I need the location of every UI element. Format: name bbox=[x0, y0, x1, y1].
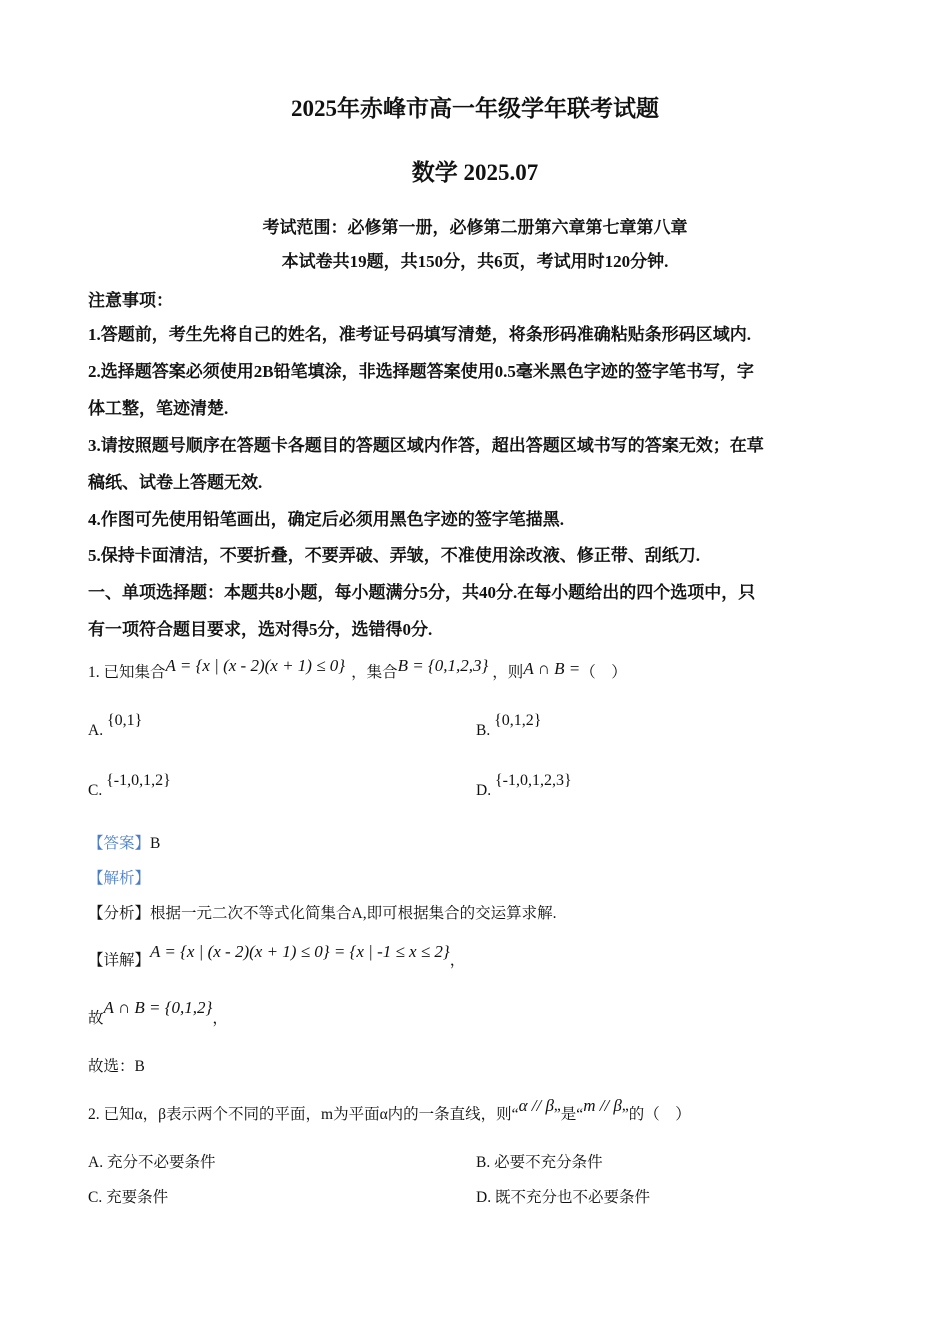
detail-expr: A = {x | (x - 2)(x + 1) ≤ 0} = {x | -1 ≤ x ≤ 2} bbox=[150, 942, 450, 961]
option-value: 必要不充分条件 bbox=[494, 1154, 603, 1171]
gu-expr: A ∩ B = {0,1,2} bbox=[103, 998, 213, 1017]
q1-then: ，则 bbox=[492, 664, 524, 681]
q2-cond2: m // β bbox=[583, 1096, 622, 1115]
note-5: 5.保持卡面清洁，不要折叠，不要弄破、弄皱，不准使用涂改液、修正带、刮纸刀. bbox=[88, 546, 700, 565]
detail-tag: 【详解】 bbox=[88, 952, 151, 969]
exam-info: 本试卷共19题，共150分，共6页，考试用时120分钟. bbox=[281, 252, 669, 271]
option-value: 充分不必要条件 bbox=[106, 1154, 216, 1171]
q1-detail bbox=[88, 940, 466, 969]
answer-tag: 【答案】 bbox=[88, 835, 151, 852]
question-1-stem bbox=[88, 656, 627, 682]
q1-paren: （ ） bbox=[580, 664, 627, 681]
answer-value: B bbox=[150, 835, 161, 852]
q1-set-a: A = {x | (x - 2)(x + 1) ≤ 0} bbox=[165, 656, 346, 675]
q2-cond1: α // β bbox=[518, 1096, 554, 1115]
note-2-line2: 体工整，笔迹清楚. bbox=[88, 399, 229, 418]
option-label: C. bbox=[88, 1189, 103, 1206]
q2-option-a[interactable] bbox=[88, 1150, 215, 1172]
option-value: 既不充分也不必要条件 bbox=[494, 1189, 650, 1206]
q1-option-c[interactable] bbox=[88, 772, 171, 799]
q1-conclusion bbox=[88, 996, 228, 1027]
option-value: {0,1,2} bbox=[494, 712, 542, 729]
note-2-line1: 2.选择题答案必须使用2B铅笔填涂，非选择题答案使用0.5毫米黑色字迹的签字笔书写，字 bbox=[88, 362, 754, 381]
q2-text3: ”的（ ） bbox=[621, 1106, 691, 1123]
q1-option-a[interactable] bbox=[88, 712, 143, 739]
exam-subtitle: 数学 2025.07 bbox=[411, 160, 539, 185]
option-value: {0,1} bbox=[106, 712, 143, 729]
q2-option-b[interactable] bbox=[476, 1150, 603, 1172]
notes-heading: 注意事项： bbox=[88, 291, 173, 310]
q1-option-d[interactable] bbox=[476, 772, 572, 799]
exam-scope: 考试范围：必修第一册，必修第二册第六章第七章第八章 bbox=[262, 218, 688, 237]
q2-text2: ”是“ bbox=[553, 1106, 584, 1123]
q1-option-b[interactable] bbox=[476, 712, 542, 739]
q2-text1: 2. 已知α，β表示两个不同的平面，m为平面α内的一条直线，则“ bbox=[88, 1106, 519, 1123]
q1-set-b: B = {0,1,2,3} bbox=[397, 656, 489, 675]
section1-line1: 一、单项选择题：本题共8小题，每小题满分5分，共40分.在每小题给出的四个选项中，只 bbox=[88, 583, 756, 602]
gu-end: ， bbox=[212, 1010, 228, 1027]
q1-choose: 故选：B bbox=[88, 1058, 145, 1075]
q1-fenxi: 【分析】根据一元二次不等式化简集合A,即可根据集合的交运算求解. bbox=[88, 905, 557, 922]
q1-expr: A ∩ B = bbox=[523, 659, 581, 678]
option-label: B. bbox=[476, 1154, 491, 1171]
note-3-line2: 稿纸、试卷上答题无效. bbox=[88, 473, 263, 492]
q1-prefix: 1. 已知集合 bbox=[88, 664, 166, 681]
q2-option-d[interactable] bbox=[476, 1185, 650, 1207]
q1-answer bbox=[88, 831, 160, 853]
q1-mid: ，集合 bbox=[351, 664, 398, 681]
section1-line2: 有一项符合题目要求，选对得5分，选错得0分. bbox=[88, 620, 433, 639]
option-value: {-1,0,1,2,3} bbox=[494, 772, 572, 789]
option-label: A. bbox=[88, 722, 104, 739]
detail-end: ， bbox=[449, 952, 466, 969]
option-value: {-1,0,1,2} bbox=[106, 772, 171, 789]
note-4: 4.作图可先使用铅笔画出，确定后必须用黑色字迹的签字笔描黑. bbox=[88, 510, 564, 529]
note-1: 1.答题前，考生先将自己的姓名，准考证号码填写清楚，将条形码准确粘贴条形码区域内. bbox=[88, 325, 751, 344]
option-label: D. bbox=[476, 782, 492, 799]
gu-label: 故 bbox=[88, 1010, 104, 1027]
q1-analysis-tag: 【解析】 bbox=[88, 870, 151, 887]
exam-title: 2025年赤峰市高一年级学年联考试题 bbox=[291, 96, 659, 121]
note-3-line1: 3.请按照题号顺序在答题卡各题目的答题区域内作答，超出答题区域书写的答案无效；在草 bbox=[88, 436, 764, 455]
option-label: C. bbox=[88, 782, 103, 799]
option-value: 充要条件 bbox=[106, 1189, 169, 1206]
question-2-stem bbox=[88, 1096, 691, 1123]
option-label: D. bbox=[476, 1189, 492, 1206]
option-label: B. bbox=[476, 722, 491, 739]
option-label: A. bbox=[88, 1154, 104, 1171]
q2-option-c[interactable] bbox=[88, 1185, 168, 1207]
